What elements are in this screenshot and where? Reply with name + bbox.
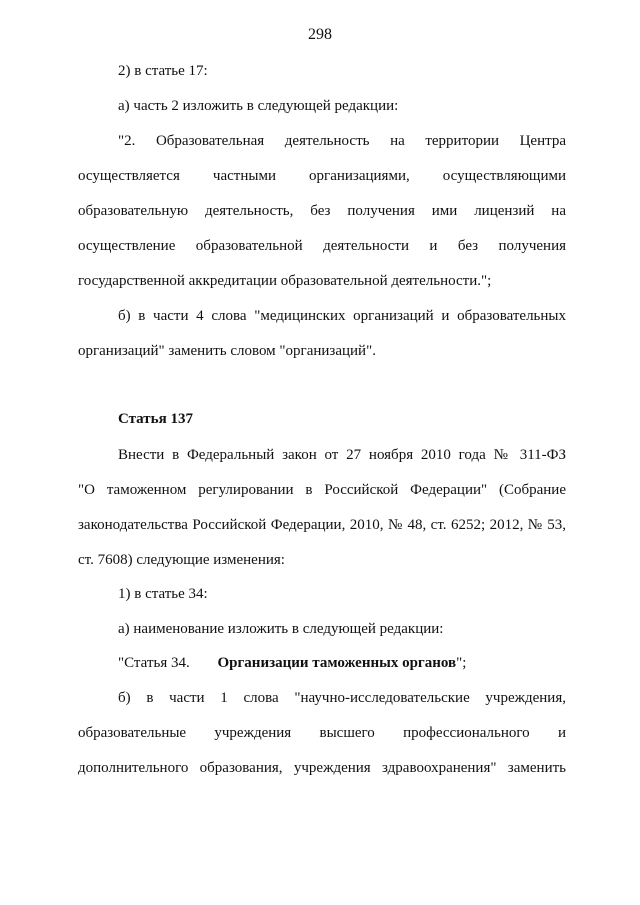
paragraph-line: "О таможенном регулировании в Российской Федерации" (Собрание — [78, 482, 566, 498]
paragraph-line: а) наименование изложить в следующей редакции: — [118, 621, 444, 637]
article-title-bold: Организации таможенных органов — [217, 655, 457, 671]
paragraph-line: "2. Образовательная деятельность на территории Центра — [118, 133, 566, 149]
paragraph-line: образовательную деятельность, без получения ими лицензий на — [78, 203, 566, 219]
paragraph-line: 1) в статье 34: — [118, 586, 208, 602]
paragraph-line: дополнительного образования, учреждения здравоохранения" заменить — [78, 760, 566, 776]
article-label: "Статья 34. — [118, 655, 190, 671]
paragraph-line: 2) в статье 17: — [118, 63, 208, 79]
paragraph-line: б) в части 4 слова "медицинских организаций и образовательных — [118, 308, 566, 324]
paragraph-line: а) часть 2 изложить в следующей редакции: — [118, 98, 399, 114]
article-title-line — [118, 654, 566, 672]
paragraph-line: Внести в Федеральный закон от 27 ноября 2010 года № 311-ФЗ — [118, 447, 566, 463]
article-heading: Статья 137 — [118, 411, 193, 427]
article-title-end: "; — [456, 655, 467, 671]
paragraph-line: законодательства Российской Федерации, 2010, № 48, ст. 6252; 2012, № 53, — [78, 517, 566, 533]
paragraph-line: осуществление образовательной деятельности и без получения — [78, 238, 566, 254]
paragraph-line: образовательные учреждения высшего профессионального и — [78, 725, 566, 741]
page-number: 298 — [308, 26, 332, 43]
paragraph-line: осуществляется частными организациями, осуществляющими — [78, 168, 566, 184]
paragraph-line: организаций" заменить словом "организаций". — [78, 343, 376, 359]
paragraph-line: государственной аккредитации образовательной деятельности."; — [78, 273, 492, 289]
paragraph-line: б) в части 1 слова "научно-исследовательские учреждения, — [118, 690, 566, 706]
paragraph-line: ст. 7608) следующие изменения: — [78, 552, 285, 568]
